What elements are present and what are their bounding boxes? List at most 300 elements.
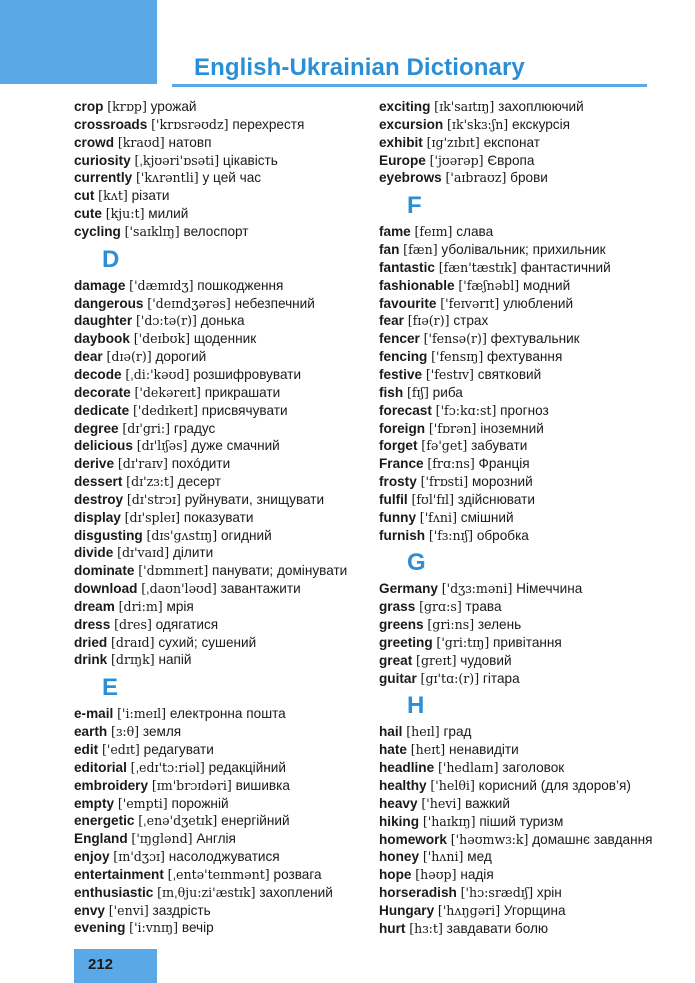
- entry-word: editorial: [74, 759, 127, 775]
- entry-translation: важкий: [465, 795, 510, 811]
- dictionary-entry: [379, 134, 679, 152]
- entry-translation: заздрість: [152, 902, 211, 918]
- dictionary-entry: [74, 277, 364, 295]
- dictionary-entry: [74, 527, 364, 545]
- entry-word: entertainment: [74, 866, 164, 882]
- entry-transcription: ['krɒsrəʊdz]: [151, 116, 229, 132]
- entry-translation: цікавість: [222, 152, 278, 168]
- entry-translation: страх: [453, 313, 489, 329]
- entry-translation: завантажити: [220, 581, 301, 597]
- entry-transcription: [dɪ'zɜ:t]: [126, 474, 174, 490]
- entry-translation: привітання: [493, 634, 562, 650]
- entry-transcription: [fə'get]: [421, 438, 468, 454]
- entry-translation: іноземний: [480, 420, 544, 436]
- entry-transcription: [ˌkjʊəri'ɒsəti]: [134, 152, 220, 168]
- entry-transcription: ['festɪv]: [425, 366, 474, 382]
- entry-translation: показувати: [183, 509, 254, 525]
- entry-word: Europe: [379, 152, 426, 168]
- dictionary-entry: [74, 705, 364, 723]
- entry-transcription: [ɪk'saɪtɪŋ]: [434, 99, 495, 114]
- entry-translation: енергійний: [221, 813, 290, 829]
- entry-transcription: ['həʊmwɜ:k]: [450, 831, 529, 847]
- dictionary-entry: [379, 384, 679, 402]
- dictionary-entry: [379, 437, 679, 455]
- entry-transcription: ['hedlaɪn]: [437, 760, 499, 776]
- dictionary-entry: [74, 902, 364, 920]
- entry-transcription: ['frɒsti]: [420, 474, 469, 490]
- entry-transcription: ['dɒmɪneɪt]: [138, 563, 209, 579]
- entry-translation: різати: [131, 188, 170, 204]
- section-letter-f: F: [407, 192, 422, 220]
- dictionary-entry: [74, 634, 364, 652]
- entry-word: forecast: [379, 402, 432, 418]
- entry-word: damage: [74, 277, 126, 293]
- dictionary-entry: [74, 759, 364, 777]
- entry-word: e-mail: [74, 706, 114, 722]
- entry-transcription: [fʊl'fɪl]: [411, 491, 454, 507]
- dictionary-entry: [379, 509, 679, 527]
- entry-transcription: [gri:ns]: [427, 617, 475, 633]
- entry-translation: натовп: [168, 134, 212, 150]
- entry-translation: сухий; сушений: [158, 634, 257, 650]
- entry-word: horseradish: [379, 885, 457, 901]
- entry-translation: Угорщина: [503, 902, 566, 918]
- entry-word: furnish: [379, 527, 426, 543]
- entry-transcription: ['fensɪŋ]: [431, 349, 484, 365]
- entry-transcription: ['fɔ:kɑ:st]: [435, 402, 497, 418]
- entry-translation: прикрашати: [204, 384, 281, 400]
- entry-word: embroidery: [74, 777, 149, 793]
- entry-word: delicious: [74, 438, 133, 454]
- entry-transcription: [ɪg'zɪbɪt]: [426, 134, 480, 150]
- entry-word: hiking: [379, 813, 420, 829]
- entry-transcription: ['hʌŋgəri]: [437, 902, 501, 918]
- entry-transcription: [ˌdi:'kəʊd]: [125, 366, 190, 382]
- entry-translation: прогноз: [500, 402, 549, 418]
- entry-translation: панувати; домінувати: [212, 563, 348, 579]
- dictionary-entry: [74, 366, 364, 384]
- entry-translation: у цей час: [202, 170, 262, 186]
- entry-translation: риба: [432, 384, 463, 400]
- dictionary-entry: [379, 366, 679, 384]
- dictionary-entry: [379, 152, 679, 170]
- entry-word: dessert: [74, 474, 123, 490]
- entry-word: disgusting: [74, 527, 143, 543]
- entry-word: empty: [74, 795, 115, 811]
- entry-transcription: ['dekəreɪt]: [134, 384, 201, 400]
- dictionary-entry: [74, 312, 364, 330]
- entry-transcription: [heɪl]: [406, 724, 440, 740]
- entry-word: evening: [74, 920, 126, 936]
- entry-transcription: ['hɔ:srædɪʃ]: [460, 885, 534, 901]
- entry-word: fear: [379, 313, 404, 329]
- entry-translation: велоспорт: [183, 223, 249, 239]
- entry-translation: одягатися: [155, 616, 219, 632]
- entry-transcription: ['helθi]: [430, 778, 475, 793]
- entry-word: divide: [74, 545, 114, 561]
- entry-word: enjoy: [74, 849, 110, 865]
- dictionary-entry: [379, 634, 679, 652]
- entry-word: earth: [74, 724, 108, 740]
- entry-translation: обробка: [476, 527, 529, 543]
- entry-transcription: [dɪ'spleɪ]: [124, 509, 181, 525]
- entry-word: fashionable: [379, 277, 455, 293]
- entry-word: hope: [379, 867, 412, 883]
- entry-transcription: ['hevi]: [421, 795, 462, 811]
- dictionary-entry: [379, 473, 679, 491]
- dictionary-entry: [379, 402, 679, 420]
- dictionary-entry: [74, 812, 364, 830]
- entry-transcription: [dɪ'gri:]: [122, 420, 171, 436]
- section-letter-g: G: [407, 549, 426, 577]
- entry-transcription: [ɪnˌθju:zi'æstɪk]: [157, 884, 256, 900]
- entry-transcription: [krɒp]: [107, 99, 147, 114]
- entry-translation: модний: [522, 277, 571, 293]
- entry-word: crop: [74, 99, 104, 114]
- entry-translation: редагувати: [143, 742, 214, 757]
- dictionary-entry: [74, 848, 364, 866]
- entry-word: healthy: [379, 778, 427, 793]
- dictionary-entry: [74, 580, 364, 598]
- dictionary-entry: [379, 902, 679, 920]
- entry-transcription: ['dɔ:tə(r)]: [135, 313, 197, 329]
- entry-translation: Європа: [487, 152, 535, 168]
- entry-transcription: [həʊp]: [415, 867, 457, 883]
- dictionary-entry: [74, 651, 364, 669]
- entry-word: fulfil: [379, 491, 408, 507]
- entry-word: curiosity: [74, 152, 131, 168]
- entry-transcription: ['saɪklɪŋ]: [124, 223, 180, 239]
- entry-word: hail: [379, 724, 403, 740]
- entry-transcription: [ˌdaʊn'ləʊd]: [141, 581, 217, 597]
- entry-translation: здійснювати: [457, 491, 535, 507]
- entry-translation: небезпечний: [234, 295, 315, 311]
- entry-word: dominate: [74, 563, 135, 579]
- entry-transcription: [fɪə(r)]: [407, 313, 450, 329]
- entry-transcription: ['deɪbʊk]: [133, 331, 191, 347]
- entry-transcription: [ɜ:θ]: [111, 724, 140, 740]
- header-accent-block: [0, 0, 157, 84]
- entry-word: decorate: [74, 384, 131, 400]
- dictionary-entry: [74, 741, 364, 759]
- entry-translation: мед: [467, 849, 492, 865]
- entry-transcription: [dɪə(r)]: [106, 349, 152, 365]
- entry-transcription: [gɪ'tɑ:(r)]: [420, 670, 480, 686]
- entry-translation: ненавидіти: [449, 742, 519, 758]
- entry-transcription: [fæn'tæstɪk]: [438, 259, 517, 275]
- entry-word: destroy: [74, 491, 124, 507]
- entry-translation: захоплюючий: [498, 99, 584, 114]
- entry-transcription: [dɪ'lɪʃəs]: [136, 438, 188, 454]
- entry-transcription: ['empti]: [117, 795, 168, 811]
- entry-translation: морозний: [471, 474, 533, 490]
- entry-word: fame: [379, 224, 411, 240]
- entry-transcription: [ɪn'dʒɔɪ]: [113, 849, 165, 865]
- entry-transcription: [drɪŋk]: [111, 652, 155, 668]
- entry-translation: фехтування: [487, 349, 563, 365]
- entry-word: fan: [379, 242, 400, 258]
- entry-transcription: ['kʌrəntli]: [135, 170, 199, 186]
- entry-translation: фехтувальник: [490, 331, 580, 347]
- dictionary-entry: [379, 652, 679, 670]
- entry-transcription: ['dæmɪdʒ]: [129, 277, 194, 293]
- dictionary-entry: [74, 205, 364, 223]
- dictionary-entry: [379, 580, 679, 598]
- entry-translation: редакційний: [208, 759, 286, 775]
- entry-transcription: ['haɪkɪŋ]: [422, 813, 476, 829]
- dictionary-entry: [74, 437, 364, 455]
- entry-translation: насолоджуватися: [168, 849, 280, 865]
- dictionary-entry: [74, 777, 364, 795]
- entry-transcription: [ɪk'skɜ:ʃn]: [447, 116, 509, 132]
- page-number: 212: [88, 956, 114, 973]
- entry-translation: чудовий: [460, 652, 512, 668]
- entry-transcription: [heɪt]: [410, 742, 446, 758]
- entry-transcription: [dɪ'strɔɪ]: [126, 491, 181, 507]
- entry-word: England: [74, 831, 128, 847]
- entry-word: dream: [74, 598, 115, 614]
- entry-transcription: [dri:m]: [118, 598, 163, 614]
- dictionary-entry: [379, 116, 679, 134]
- entry-word: fencing: [379, 349, 428, 365]
- entry-transcription: [draɪd]: [111, 634, 155, 650]
- entry-word: fish: [379, 384, 404, 400]
- entry-word: crossroads: [74, 116, 148, 132]
- entry-translation: розвага: [273, 866, 322, 882]
- entry-translation: гітара: [482, 670, 520, 686]
- dictionary-entry: [74, 919, 364, 937]
- entry-word: Hungary: [379, 902, 435, 918]
- dictionary-entry: [379, 884, 679, 902]
- entry-transcription: ['dedɪkeɪt]: [132, 402, 199, 418]
- section-letter-e: E: [102, 674, 119, 702]
- entry-word: derive: [74, 456, 115, 472]
- dictionary-entry: [74, 830, 364, 848]
- entry-translation: Німеччина: [516, 581, 583, 597]
- entry-word: honey: [379, 849, 420, 865]
- dictionary-entry: [379, 616, 679, 634]
- entry-translation: улюблений: [503, 295, 574, 311]
- dictionary-entry: [379, 777, 679, 795]
- entry-translation: вечір: [181, 920, 214, 936]
- dictionary-entry: [74, 295, 364, 313]
- entry-word: drink: [74, 652, 108, 668]
- entry-translation: десерт: [177, 474, 222, 490]
- entry-transcription: [hɜ:t]: [409, 920, 443, 936]
- dictionary-entry: [379, 759, 679, 777]
- entry-translation: Франція: [478, 456, 530, 472]
- entry-word: currently: [74, 170, 133, 186]
- entry-word: exhibit: [379, 134, 423, 150]
- entry-word: crowd: [74, 134, 115, 150]
- entry-translation: експонат: [483, 134, 540, 150]
- entry-translation: фантастичний: [520, 259, 611, 275]
- entry-word: display: [74, 509, 121, 525]
- dictionary-entry: [379, 455, 679, 473]
- entry-translation: зелень: [477, 617, 522, 633]
- entry-word: dear: [74, 349, 103, 365]
- entry-translation: смішний: [460, 509, 514, 525]
- entry-word: grass: [379, 599, 416, 615]
- dictionary-entry: [74, 187, 364, 205]
- entry-transcription: [feɪm]: [414, 224, 453, 240]
- entry-transcription: [grɑ:s]: [419, 599, 462, 615]
- dictionary-entry: [379, 295, 679, 313]
- entry-transcription: [kju:t]: [105, 206, 145, 222]
- dictionary-entry: [74, 616, 364, 634]
- dictionary-entry: [379, 259, 679, 277]
- dictionary-entry: [74, 866, 364, 884]
- dictionary-entry: [379, 527, 679, 545]
- entry-translation: святковий: [477, 366, 542, 382]
- entry-word: favourite: [379, 295, 437, 311]
- entry-word: enthusiastic: [74, 884, 154, 900]
- dictionary-entry: [379, 241, 679, 259]
- dictionary-entry: [74, 223, 364, 241]
- entry-translation: огидний: [220, 527, 272, 543]
- entry-transcription: [dɪ'vaɪd]: [117, 545, 170, 561]
- dictionary-entry: [379, 98, 679, 116]
- entry-translation: градус: [173, 420, 216, 436]
- entry-transcription: [ˌedɪ'tɔ:riəl]: [130, 759, 205, 775]
- entry-transcription: ['hʌni]: [422, 849, 464, 865]
- entry-transcription: [dres]: [114, 616, 152, 632]
- entry-translation: похóдити: [171, 456, 231, 472]
- dictionary-entry: [379, 223, 679, 241]
- entry-translation: забувати: [471, 438, 528, 454]
- entry-word: dedicate: [74, 402, 130, 418]
- page-title: English-Ukrainian Dictionary: [194, 54, 525, 81]
- entry-transcription: [frɑ:ns]: [427, 456, 475, 472]
- entry-word: cycling: [74, 223, 121, 239]
- entry-translation: хрін: [536, 885, 562, 901]
- entry-transcription: [kʌt]: [98, 188, 128, 204]
- entry-word: fencer: [379, 331, 420, 347]
- entry-word: Germany: [379, 581, 438, 597]
- entry-transcription: [ˌentə'teɪnmənt]: [167, 866, 270, 882]
- dictionary-entry: [74, 402, 364, 420]
- dictionary-entry: [379, 420, 679, 438]
- entry-word: guitar: [379, 670, 417, 686]
- entry-word: decode: [74, 366, 122, 382]
- dictionary-entry: [74, 509, 364, 527]
- entry-transcription: ['fɒrən]: [428, 420, 477, 436]
- entry-transcription: ['ɪŋglənd]: [131, 831, 193, 847]
- dictionary-column-right: [379, 98, 679, 938]
- page-number-box: [74, 949, 157, 983]
- entry-word: forget: [379, 438, 418, 454]
- entry-transcription: ['envi]: [108, 902, 149, 918]
- entry-translation: пошкодження: [197, 277, 284, 293]
- dictionary-entry: [74, 795, 364, 813]
- entry-translation: град: [443, 724, 472, 740]
- entry-transcription: ['gri:tɪŋ]: [436, 634, 490, 650]
- entry-transcription: [fæn]: [403, 242, 438, 258]
- dictionary-entry: [74, 348, 364, 366]
- entry-transcription: [ɪm'brɔɪdəri]: [151, 777, 232, 793]
- entry-translation: електронна пошта: [169, 706, 286, 722]
- entry-transcription: ['i:meɪl]: [117, 706, 167, 722]
- entry-translation: слава: [456, 224, 494, 240]
- entry-transcription: ['fɜ:nɪʃ]: [428, 527, 474, 543]
- dictionary-entry: [379, 831, 679, 849]
- entry-transcription: ['i:vnɪŋ]: [129, 920, 179, 936]
- entry-translation: донька: [200, 313, 245, 329]
- dictionary-entry: [379, 741, 679, 759]
- entry-word: frosty: [379, 474, 417, 490]
- entry-translation: напій: [158, 652, 192, 668]
- entry-word: daughter: [74, 313, 133, 329]
- entry-word: hurt: [379, 920, 406, 936]
- dictionary-entry: [379, 866, 679, 884]
- entry-word: cut: [74, 188, 95, 204]
- entry-translation: дуже смачний: [191, 438, 280, 454]
- entry-transcription: ['fʌni]: [419, 509, 457, 525]
- dictionary-column-left: [74, 98, 364, 937]
- section-letter-d: D: [102, 245, 120, 273]
- entry-translation: ділити: [172, 545, 214, 561]
- entry-translation: вишивка: [235, 777, 290, 793]
- entry-transcription: [ˌenə'dʒetɪk]: [138, 813, 218, 829]
- entry-word: download: [74, 581, 138, 597]
- dictionary-entry: [379, 795, 679, 813]
- entry-word: daybook: [74, 331, 130, 347]
- entry-translation: порожній: [171, 795, 229, 811]
- entry-word: exciting: [379, 99, 431, 114]
- entry-word: France: [379, 456, 424, 472]
- dictionary-entry: [74, 455, 364, 473]
- entry-translation: присвячувати: [201, 402, 288, 418]
- entry-translation: руйнувати, знищувати: [184, 491, 325, 507]
- entry-word: headline: [379, 760, 435, 776]
- entry-translation: заголовок: [502, 760, 565, 776]
- entry-translation: екскурсія: [512, 116, 570, 132]
- entry-transcription: [kraʊd]: [117, 134, 165, 150]
- entry-word: festive: [379, 366, 423, 382]
- entry-word: edit: [74, 742, 99, 757]
- entry-translation: піший туризм: [479, 813, 564, 829]
- entry-word: heavy: [379, 795, 418, 811]
- dictionary-entry: [379, 848, 679, 866]
- entry-word: greeting: [379, 634, 433, 650]
- dictionary-entry: [74, 491, 364, 509]
- section-letter-h: H: [407, 692, 425, 720]
- entry-word: dress: [74, 616, 111, 632]
- dictionary-entry: [74, 884, 364, 902]
- dictionary-entry: [379, 920, 679, 938]
- dictionary-entry: [379, 348, 679, 366]
- entry-translation: корисний (для здоров’я): [478, 778, 631, 793]
- entry-transcription: ['dʒɜ:məni]: [441, 581, 513, 597]
- entry-word: homework: [379, 831, 447, 847]
- dictionary-entry: [379, 670, 679, 688]
- entry-word: eyebrows: [379, 170, 442, 186]
- entry-translation: мрія: [166, 598, 194, 614]
- entry-translation: земля: [142, 724, 182, 740]
- entry-translation: дорогий: [155, 349, 207, 365]
- dictionary-entry: [74, 562, 364, 580]
- entry-translation: брови: [510, 170, 548, 186]
- entry-word: funny: [379, 509, 416, 525]
- dictionary-entry: [74, 420, 364, 438]
- dictionary-entry: [74, 98, 364, 116]
- entry-word: envy: [74, 902, 105, 918]
- entry-translation: трава: [465, 599, 502, 615]
- entry-translation: щоденник: [193, 331, 257, 347]
- dictionary-entry: [74, 152, 364, 170]
- entry-transcription: ['fæʃnəbl]: [458, 277, 520, 293]
- entry-word: foreign: [379, 420, 426, 436]
